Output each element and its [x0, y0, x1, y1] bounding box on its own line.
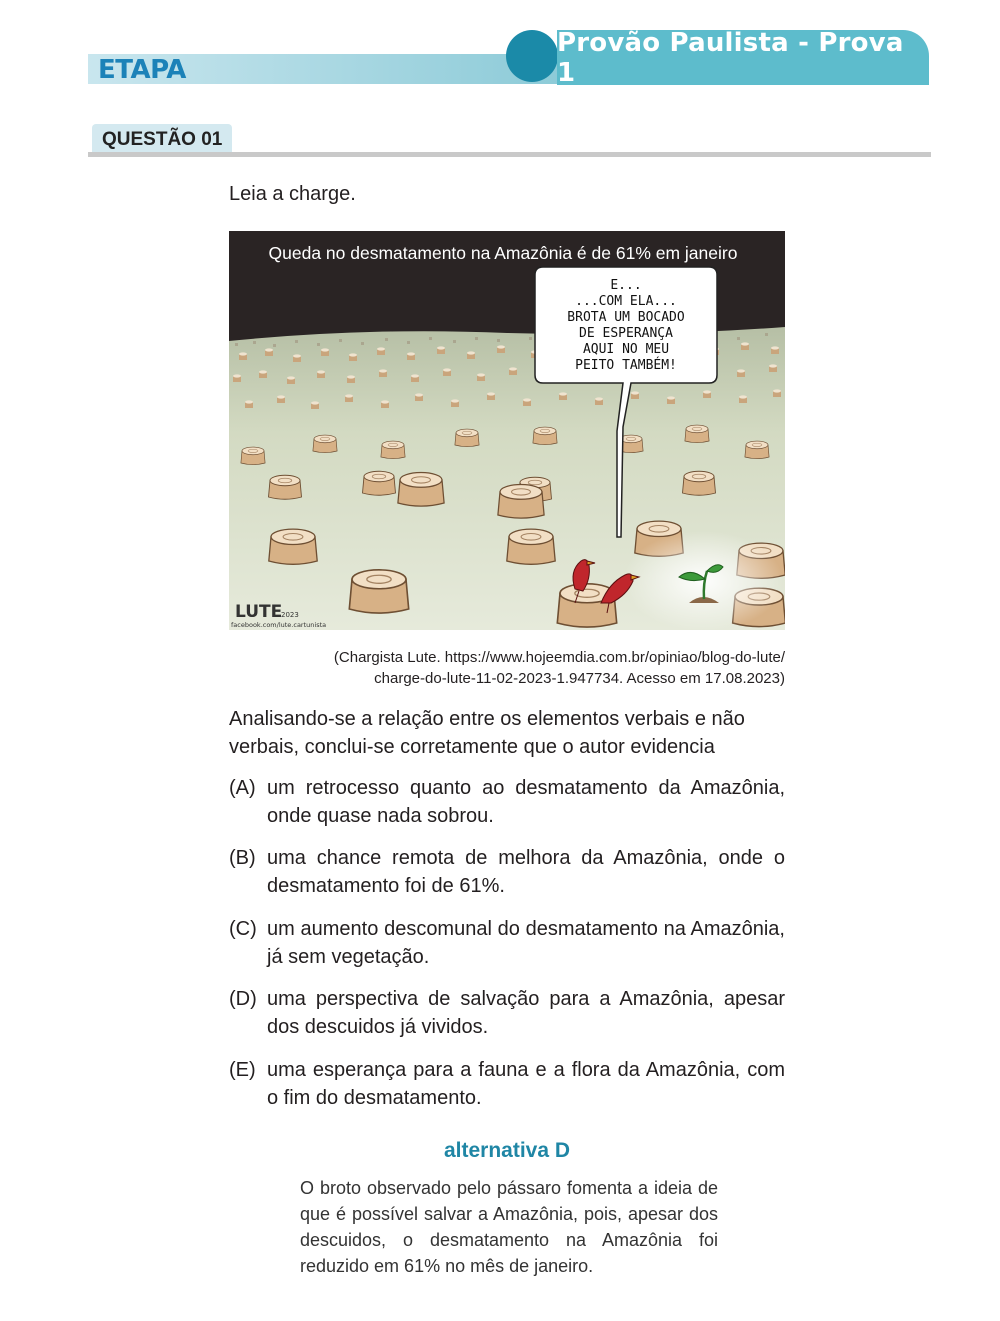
option-b: [229, 844, 785, 900]
option-text: uma chance remota de melhora da Amazônia, onde o desmatamento foi de 61%.: [267, 847, 785, 897]
speech-line: PEITO TAMBÉM!: [575, 358, 677, 373]
option-text: um retrocesso quanto ao desmatamento da Amazônia, onde quase nada sobrou.: [267, 777, 785, 827]
question-label: QUESTÃO 01: [92, 124, 232, 154]
cartoon-image: [229, 231, 785, 630]
cartoon-headline: Queda no desmatamento na Amazônia é de 61% em janeiro: [268, 243, 738, 263]
option-text: uma perspectiva de salvação para a Amazônia, apesar dos descuidos já vividos.: [267, 988, 785, 1038]
speech-line: ...COM ELA...: [575, 294, 677, 309]
option-letter: (A): [229, 777, 256, 799]
speech-line: BROTA UM BOCADO: [567, 310, 685, 325]
source-line: charge-do-lute-11-02-2023-1.947734. Acesso em 17.08.2023): [374, 670, 785, 687]
question-divider: [88, 152, 931, 157]
header-tab: [557, 27, 929, 88]
question-lead: Leia a charge.: [229, 183, 356, 205]
speech-line: AQUI NO MEU: [582, 342, 670, 357]
option-e: [229, 1056, 785, 1112]
speech-line: E...: [610, 278, 642, 293]
question-stem: Analisando-se a relação entre os elementos verbais e não verbais, conclui-se corretamente que o autor evidencia: [229, 708, 745, 758]
signature-year: 2023: [281, 611, 299, 619]
option-text: uma esperança para a fauna e a flora da Amazônia, com o fim do desmatamento.: [267, 1059, 785, 1109]
exam-title: Provão Paulista - Prova 1: [557, 27, 904, 88]
option-letter: (D): [229, 988, 257, 1010]
option-c: [229, 915, 785, 971]
option-text: um aumento descomunal do desmatamento na Amazônia, já sem vegetação.: [267, 918, 785, 968]
answer-title: alternativa D: [443, 1139, 571, 1162]
answer-explanation: O broto observado pelo pássaro fomenta a ideia de que é possível salvar a Amazônia, pois, apesar dos descuidos, o desmatamento na Amazônia foi reduzido em 61% no mês de janeiro.: [300, 1178, 718, 1276]
option-letter: (C): [229, 918, 257, 940]
option-letter: (B): [229, 847, 256, 869]
image-source: [229, 647, 785, 689]
speech-line: DE ESPERANÇA: [579, 326, 673, 341]
option-letter: (E): [229, 1059, 256, 1081]
cartoonist-credit: facebook.com/lute.cartunista: [231, 621, 327, 629]
option-d: [229, 985, 785, 1041]
sprout-glow: [623, 531, 783, 630]
source-line: (Chargista Lute. https://www.hojeemdia.com.br/opiniao/blog-do-lute/: [333, 649, 785, 666]
etapa-logo: ETAPA: [98, 55, 186, 85]
cartoonist-signature: LUTE: [235, 602, 283, 622]
option-a: [229, 774, 785, 830]
header-circle: [506, 30, 558, 82]
